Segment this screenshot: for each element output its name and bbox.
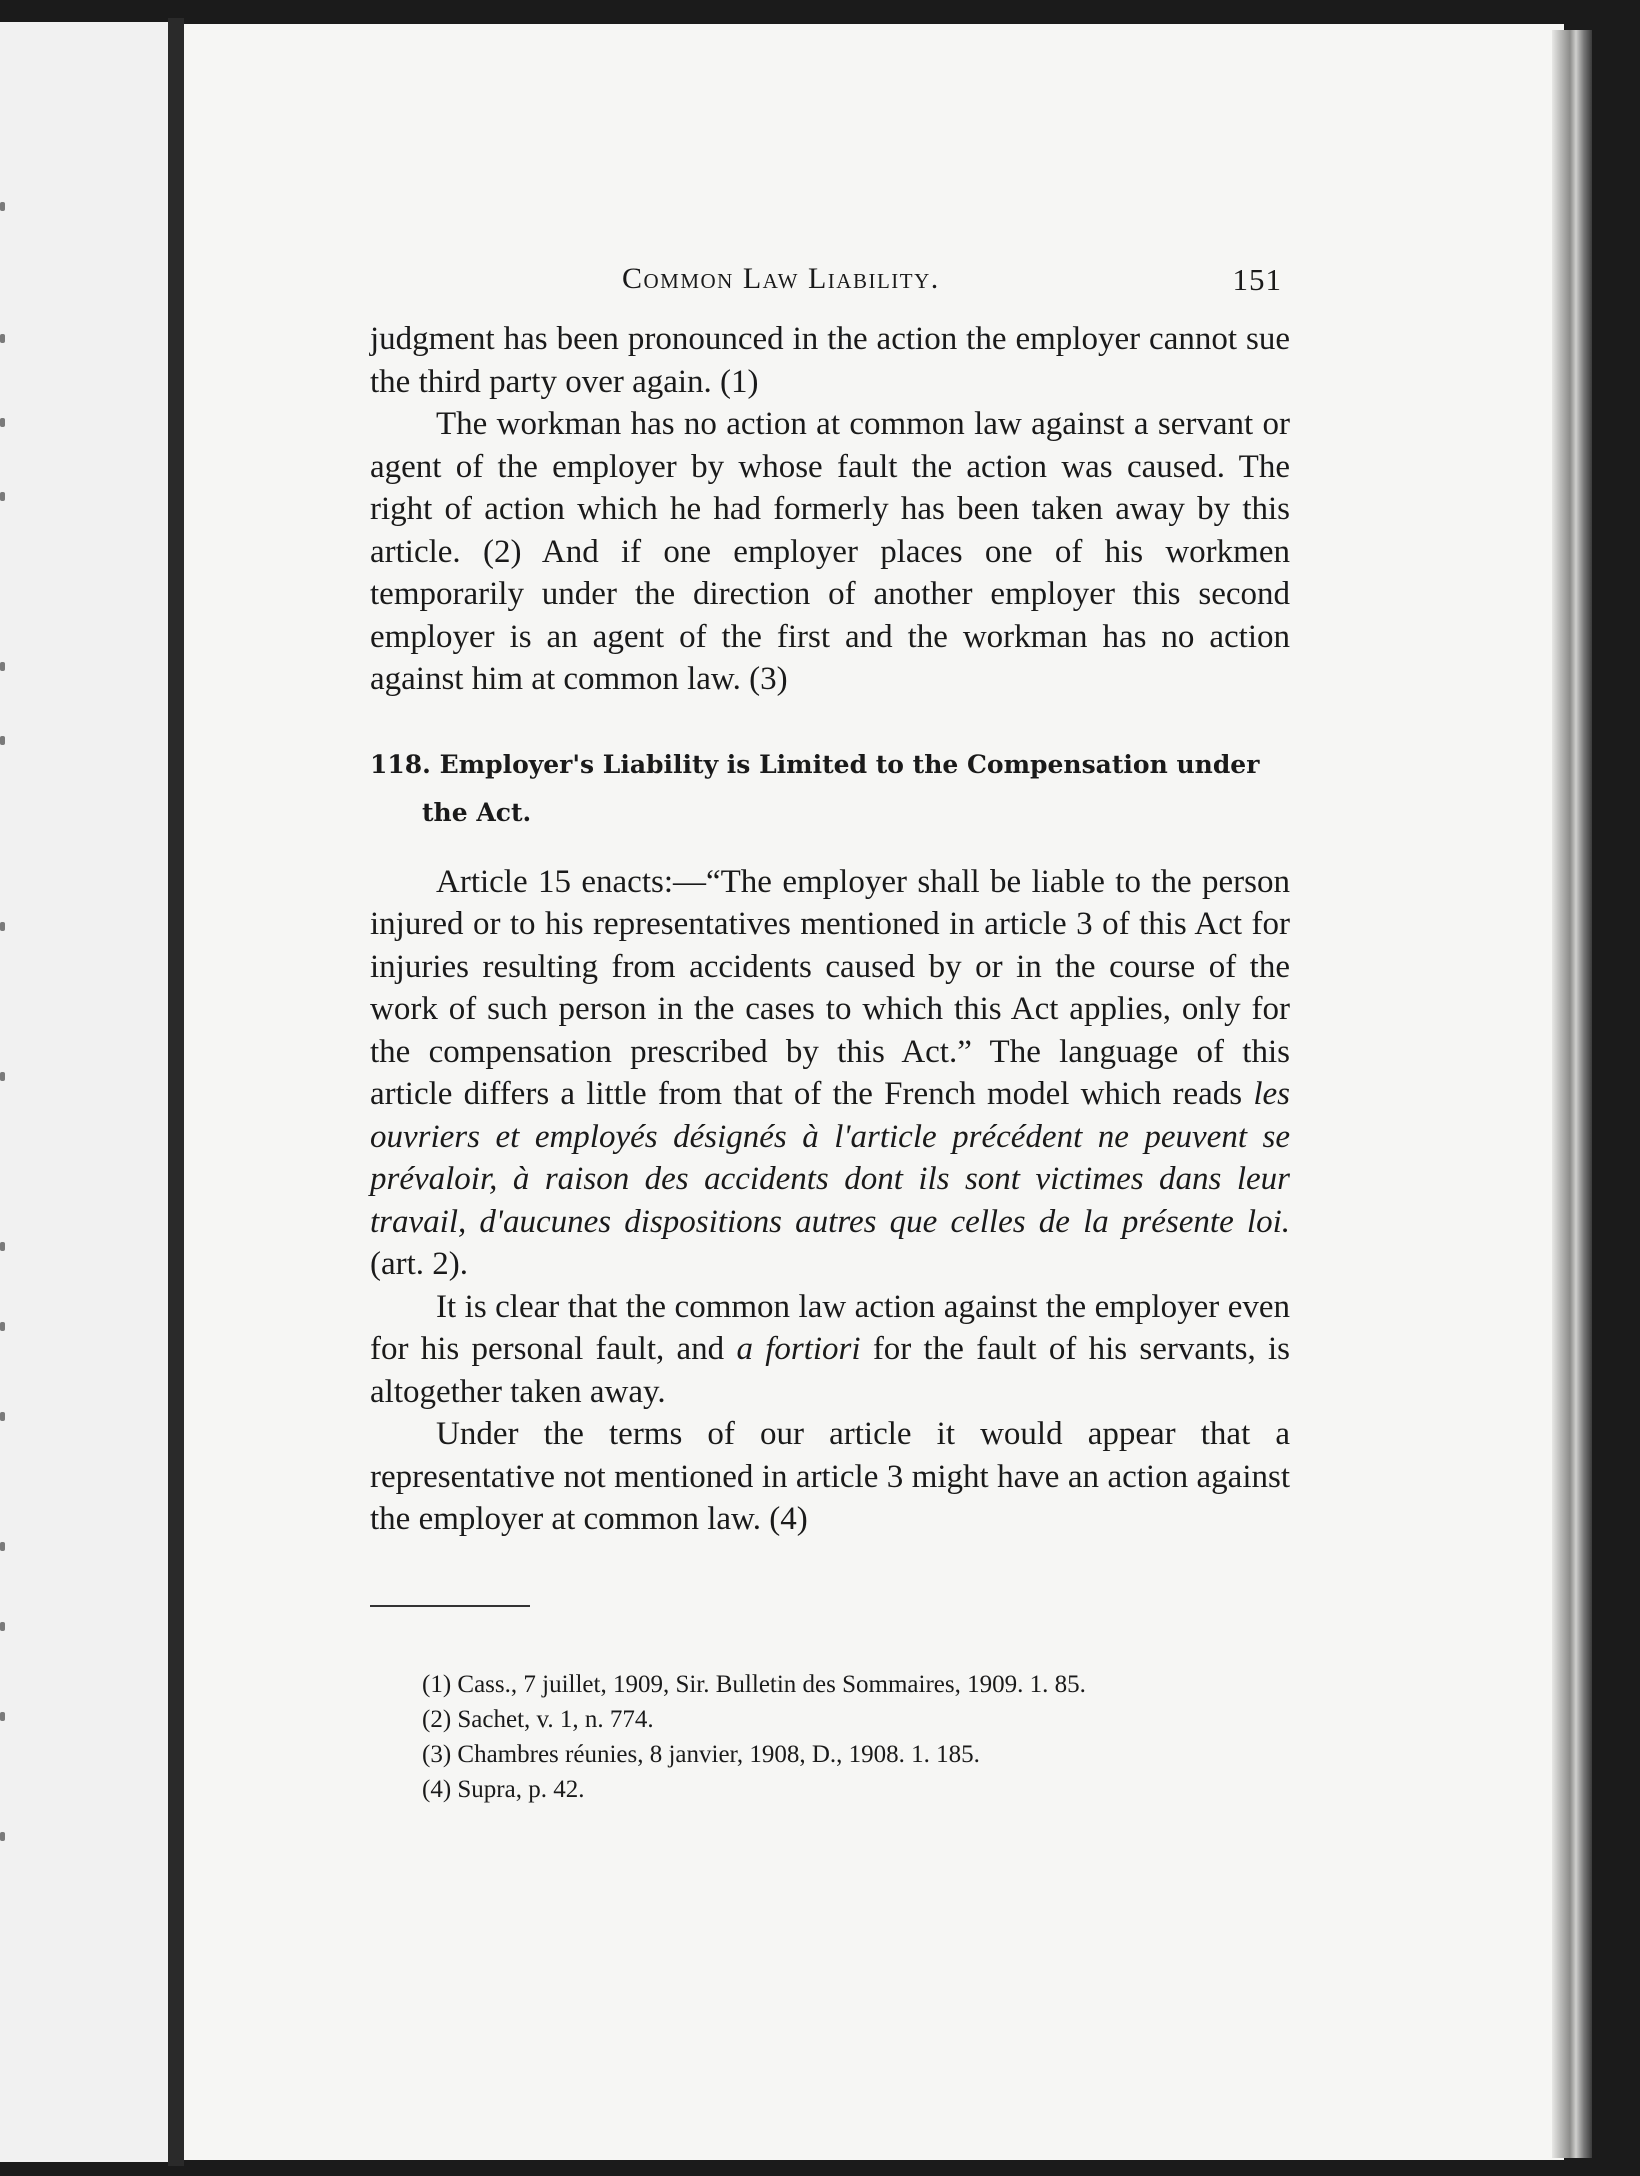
footnote-4: (4) Supra, p. 42.	[422, 1775, 585, 1803]
footnote-3: (3) Chambres réunies, 8 janvier, 1908, D., 1908. 1. 185.	[422, 1740, 980, 1768]
paragraph-continuation: judgment has been pronounced in the action the employer cannot sue the third party over again. (1)	[370, 321, 1290, 400]
book-gutter	[168, 18, 184, 2166]
page-edge-shadow	[1552, 30, 1592, 2158]
page-content	[370, 262, 1290, 1807]
footnote-1: (1) Cass., 7 juillet, 1909, Sir. Bulletin des Sommaires, 1909. 1. 85.	[422, 1670, 1086, 1698]
article-15-ending: (art. 2).	[370, 1246, 469, 1282]
common-law-ending: for the fault of his servants, is altogether taken away.	[370, 1331, 1291, 1410]
common-law-text: It is clear that the common law action against the employer even for his personal fault, and	[370, 1288, 1290, 1367]
running-head	[370, 262, 1290, 318]
article-15-text: Article 15 enacts:—“The employer shall be liable to the person injured or to his representatives mentioned in article 3 of this Act for injuries resulting from accidents caused by or in the course of the work of such person in the cases to which this Act applies, only for the compensation prescribed by this Act.” The language of this article differs a little from that of the French model which reads	[370, 863, 1290, 1112]
page-number: 151	[1232, 262, 1282, 297]
paragraph-article-15	[370, 861, 1290, 1286]
paragraph-common-law	[370, 1286, 1290, 1414]
a-fortiori-phrase: a fortiori	[736, 1331, 861, 1367]
section-heading: 118. Employer's Liability is Limited to the Compensation under the Act.	[370, 749, 1260, 827]
french-quote: les ouvriers et employés désignés à l'article précédent ne peuvent se prévaloir, à raison des accidents dont ils sont victimes dans leur travail, d'aucunes dispositions autres que celles de la présente loi.	[370, 1076, 1290, 1240]
paragraph-representative: Under the terms of our article it would appear that a representative not mentioned in article 3 might have an action against the employer at common law. (4)	[370, 1416, 1290, 1537]
running-head-title: Common Law Liability.	[622, 262, 940, 295]
previous-page	[0, 22, 170, 2162]
footnote-2: (2) Sachet, v. 1, n. 774.	[422, 1705, 654, 1733]
paragraph-workman-action: The workman has no action at common law against a servant or agent of the employer by whose fault the action was caused. The right of action which he had formerly has been taken away by this article. (2) And if one employer places one of his workmen temporarily under the direction of another employer this second employer is an agent of the first and the workman has no action against him at common law. (3)	[370, 406, 1290, 697]
footnote-divider	[370, 1605, 530, 1607]
